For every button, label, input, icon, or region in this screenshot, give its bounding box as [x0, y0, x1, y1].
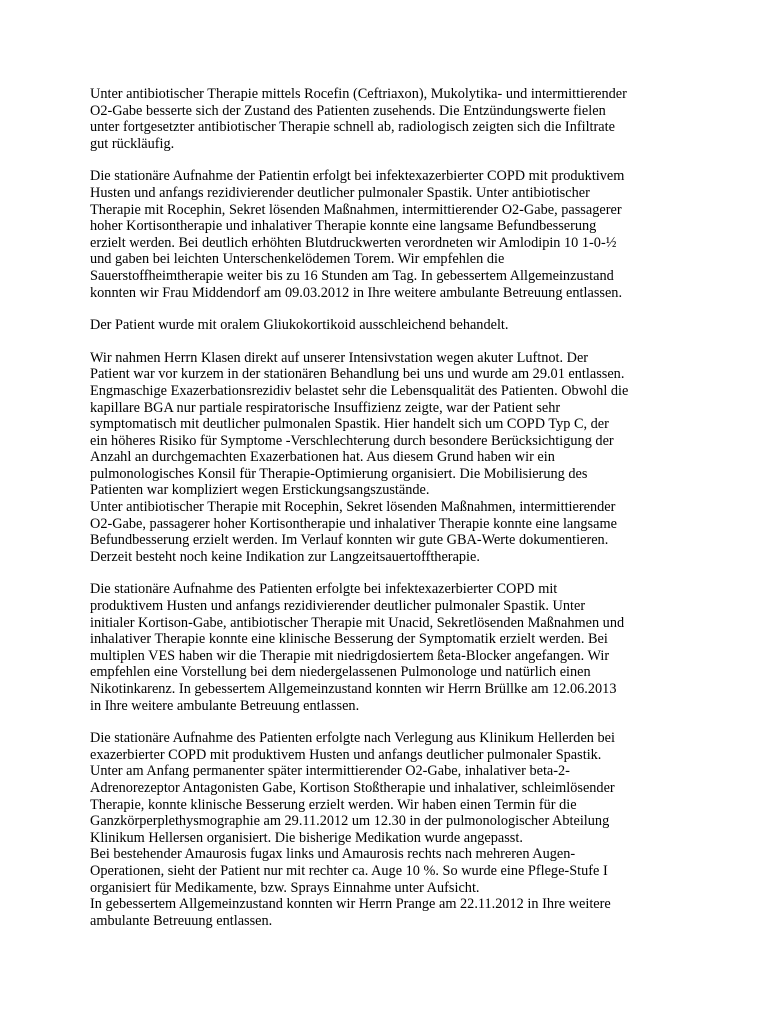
paragraph	[90, 317, 710, 334]
text-line: kapillare BGA nur partiale respiratorische Insuffizienz zeigte, war der Patient sehr	[90, 399, 561, 416]
text-line: Patient war vor kurzem in der stationären Behandlung bei uns und wurde am 29.01 entlassen.	[90, 366, 625, 383]
text-line: Nikotinkarenz. In gebessertem Allgemeinzustand konnten wir Herrn Brüllke am 12.06.2013	[90, 681, 617, 697]
text-line: ambulante Betreuung entlassen.	[90, 912, 273, 929]
text-line: ein höheres Risiko für Symptome -Verschlechterung durch besondere Berücksichtigung der	[90, 432, 614, 449]
document-body	[90, 86, 710, 945]
text-line: Therapie mit Rocephin, Sekret lösenden Maßnahmen, intermittierender O2-Gabe, passagerer	[90, 201, 622, 218]
paragraph	[90, 350, 710, 566]
text-line: erzielt werden. Bei deutlich erhöhten Blutdruckwerten verordneten wir Amlodipin 10 1-0-½	[90, 234, 617, 251]
text-line: symptomatisch mit deutlicher pulmonalen Spastik. Hier handelt sich um COPD Typ C, der	[90, 416, 609, 433]
text-line: empfehlen eine Vorstellung bei dem niedergelassenen Pulmonologe und natürlich einen	[90, 664, 591, 681]
text-line: O2-Gabe, passagerer hoher Kortisontherapie und inhalativer Therapie konnte eine langsame	[90, 515, 617, 532]
text-line: unter fortgesetzter antibiotischer Therapie schnell ab, radiologisch zeigten sich die Infiltrate	[90, 119, 615, 136]
text-line: konnten wir Frau Middendorf am 09.03.2012 in Ihre weitere ambulante Betreuung entlassen.	[90, 284, 623, 301]
text-line: und gaben bei leichten Unterschenkelödemen Torem. Wir empfehlen die	[90, 251, 505, 268]
text-line: exazerbierter COPD mit produktivem Husten und anfangs deutlicher pulmonaler Spastik.	[90, 746, 602, 763]
text-line: Husten und anfangs rezidivierender deutlicher pulmonaler Spastik. Unter antibiotischer	[90, 184, 590, 201]
text-line: Die stationäre Aufnahme der Patientin erfolgt bei infektexazerbierter COPD mit produktivem	[90, 168, 625, 185]
text-line: initialer Kortison-Gabe, antibiotischer Therapie mit Unacid, Sekretlösenden Maßnahmen und	[90, 614, 625, 631]
text-line: Befundbesserung erzielt werden. Im Verlauf konnten wir gute GBA-Werte dokumentieren.	[90, 532, 609, 549]
text-line: Derzeit besteht noch keine Indikation zur Langzeitsauertofftherapie.	[90, 548, 480, 565]
text-line: pulmonologisches Konsil für Therapie-Optimierung organisiert. Die Mobilisierung des	[90, 465, 588, 482]
text-line: Engmaschige Exazerbationsrezidiv belastet sehr die Lebensqualität des Patienten. Obwohl die	[90, 382, 629, 399]
text-line: Die stationäre Aufnahme des Patienten erfolgte bei infektexazerbierter COPD mit	[90, 581, 558, 598]
text-line: Unter antibiotischer Therapie mit Rocephin, Sekret lösenden Maßnahmen, intermittierender	[90, 499, 616, 516]
text-line: organisiert für Medikamente, bzw. Sprays Einnahme unter Aufsicht.	[90, 879, 480, 896]
text-line: Patienten war kompliziert wegen Erstickungsangszustände.	[90, 482, 430, 499]
text-line: Therapie, konnte klinische Besserung erzielt werden. Wir haben einen Termin für die	[90, 796, 577, 813]
text-line: Wir nahmen Herrn Klasen direkt auf unserer Intensivstation wegen akuter Luftnot. Der	[90, 349, 589, 366]
text-line: Bei bestehender Amaurosis fugax links und Amaurosis rechts nach mehreren Augen-	[90, 846, 576, 863]
text-line: In gebessertem Allgemeinzustand konnten wir Herrn Prange am 22.11.2012 in Ihre weitere	[90, 896, 611, 913]
paragraph	[90, 581, 710, 714]
text-line: Sauerstoffheimtherapie weiter bis zu 16 Stunden am Tag. In gebessertem Allgemeinzustand	[90, 267, 614, 284]
text-line: Unter antibiotischer Therapie mittels Rocefin (Ceftriaxon), Mukolytika- und intermittierender	[90, 86, 627, 102]
text-line: in Ihre weitere ambulante Betreuung entlassen.	[90, 697, 360, 714]
text-line: Ganzkörperplethysmographie am 29.11.2012 um 12.30 in der pulmonologischer Abteilung	[90, 813, 610, 830]
text-line: Klinikum Hellersen organisiert. Die bisherige Medikation wurde angepasst.	[90, 829, 523, 846]
paragraph	[90, 730, 710, 929]
paragraph	[90, 168, 710, 301]
text-line: multiplen VES haben wir die Therapie mit niedrigdosiertem ßeta-Blocker angefangen. Wir	[90, 647, 610, 664]
text-line: Die stationäre Aufnahme des Patienten erfolgte nach Verlegung aus Klinikum Hellerden bei	[90, 730, 615, 747]
text-line: Operationen, sieht der Patient nur mit rechter ca. Auge 10 %. So wurde eine Pflege-Stufe I	[90, 862, 608, 879]
text-line: Anzahl an durchgemachten Exazerbationen hat. Aus diesem Grund haben wir ein	[90, 449, 555, 466]
text-line: hoher Kortisontherapie und inhalativer Therapie konnte eine langsame Befundbesserung	[90, 218, 597, 235]
text-line: produktivem Husten und anfangs rezidivierender deutlicher pulmonaler Spastik. Unter	[90, 598, 586, 615]
text-line: inhalativer Therapie konnte eine klinische Besserung der Symptomatik erzielt werden. Bei	[90, 631, 608, 648]
text-line: Unter am Anfang permanenter später intermittierender O2-Gabe, inhalativer beta-2-	[90, 763, 570, 780]
paragraph	[90, 86, 710, 152]
text-line: gut rückläufig.	[90, 135, 175, 152]
text-line: Adrenorezeptor Antagonisten Gabe, Kortison Stoßtherapie und inhalativer, schleimlösender	[90, 779, 615, 796]
text-line: O2-Gabe besserte sich der Zustand des Patienten zusehends. Die Entzündungswerte fielen	[90, 102, 606, 119]
text-line: Der Patient wurde mit oralem Gliukokortikoid ausschleichend behandelt.	[90, 317, 509, 334]
